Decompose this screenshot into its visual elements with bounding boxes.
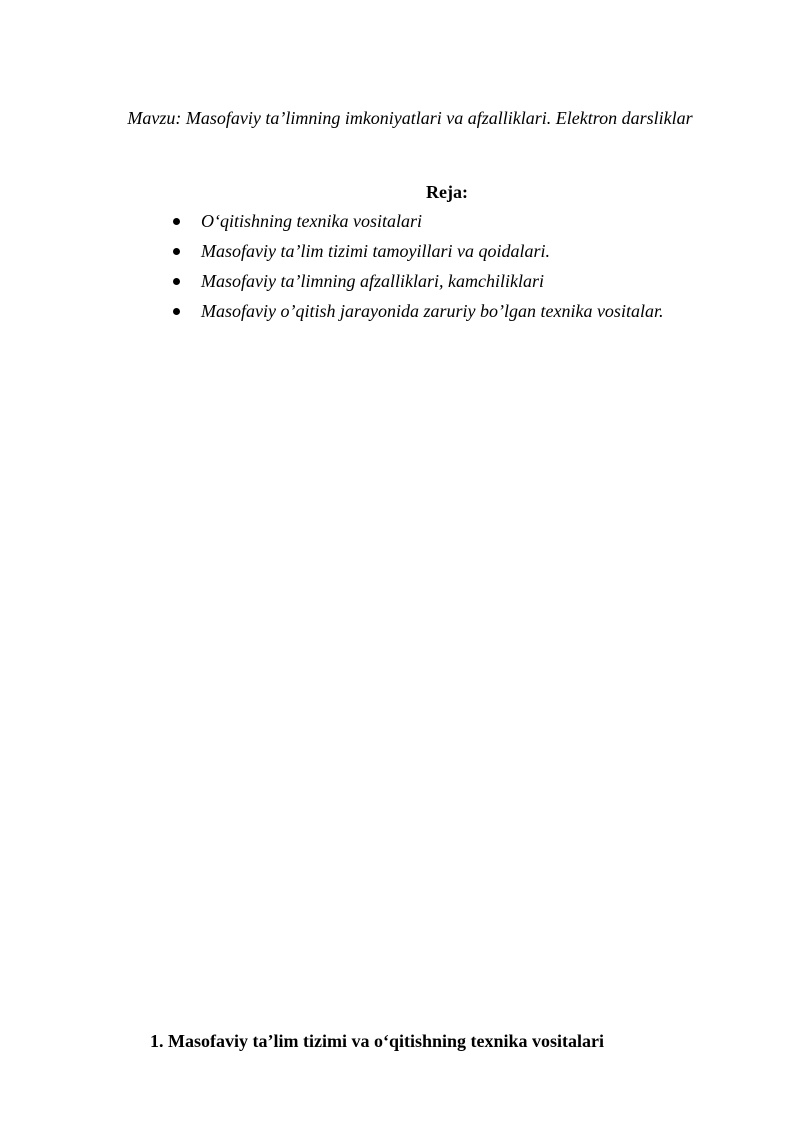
bullet-icon <box>173 278 180 285</box>
document-topic: Mavzu: Masofaviy ta’limning imkoniyatlari va afzalliklari. Elektron darsliklar <box>127 108 693 128</box>
list-item-text: Masofaviy ta’lim tizimi tamoyillari va qoidalari. <box>201 241 550 261</box>
bullet-icon <box>173 248 180 255</box>
list-item-text: Masofaviy o’qitish jarayonida zaruriy bo’lgan texnika vositalar. <box>201 301 664 321</box>
section-heading: 1. Masofaviy ta’lim tizimi va o‘qitishning texnika vositalari <box>150 1031 604 1051</box>
bullet-icon <box>173 308 180 315</box>
list-item-text: Masofaviy ta’limning afzalliklari, kamchiliklari <box>201 271 544 291</box>
list-item-text: O‘qitishning texnika vositalari <box>201 211 422 231</box>
plan-heading: Reja: <box>426 182 468 202</box>
bullet-icon <box>173 218 180 225</box>
